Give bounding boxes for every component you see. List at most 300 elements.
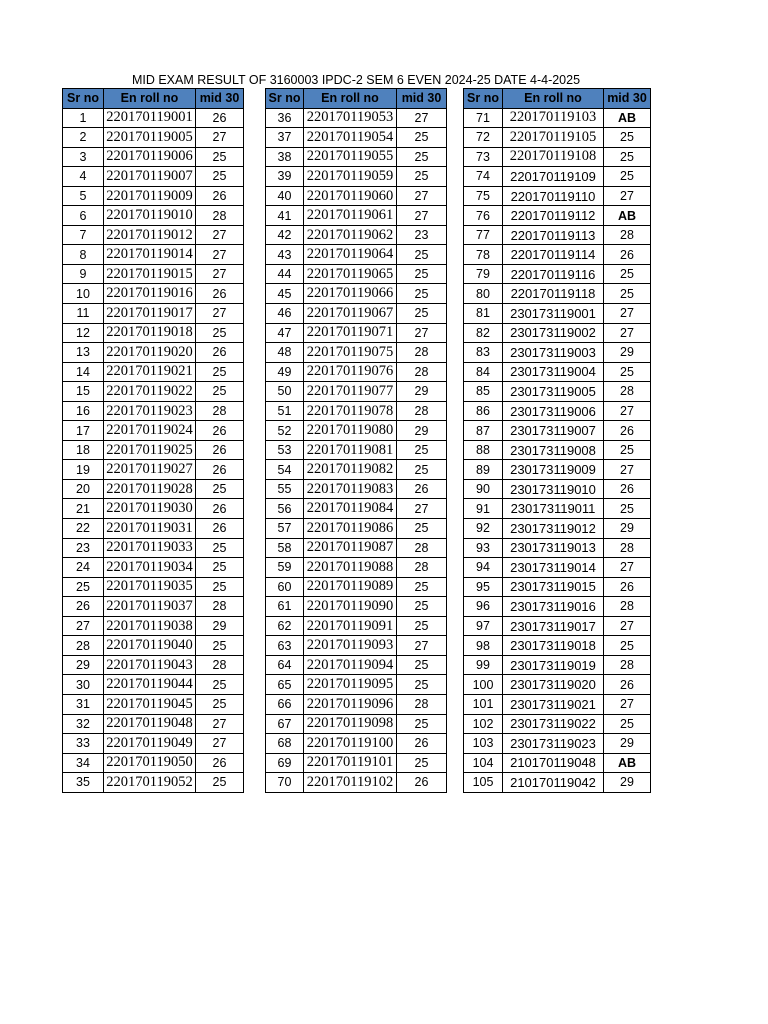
marks-cell: 25 [604, 167, 651, 187]
enroll-no-cell: 220170119034 [104, 558, 196, 578]
enroll-no-cell: 220170119035 [104, 577, 196, 597]
table-row [63, 577, 244, 597]
marks-cell: 27 [604, 616, 651, 636]
sr-no-cell: 82 [464, 323, 503, 343]
enroll-no-cell: 220170119116 [503, 264, 604, 284]
enroll-no-cell: 230173119009 [503, 460, 604, 480]
enroll-no-cell: 220170119081 [304, 440, 397, 460]
header-sr-no: Sr no [464, 89, 503, 109]
marks-cell: 25 [196, 636, 244, 656]
enroll-no-cell: 220170119022 [104, 382, 196, 402]
marks-cell: 25 [397, 284, 447, 304]
enroll-no-cell: 220170119084 [304, 499, 397, 519]
sr-no-cell: 98 [464, 636, 503, 656]
sr-no-cell: 86 [464, 401, 503, 421]
sr-no-cell: 39 [266, 167, 304, 187]
enroll-no-cell: 230173119006 [503, 401, 604, 421]
enroll-no-cell: 220170119101 [304, 753, 397, 773]
table-row [464, 401, 651, 421]
sr-no-cell: 58 [266, 538, 304, 558]
marks-cell: 25 [604, 128, 651, 148]
table-row [266, 264, 447, 284]
enroll-no-cell: 220170119091 [304, 616, 397, 636]
enroll-no-cell: 210170119042 [503, 773, 604, 793]
sr-no-cell: 19 [63, 460, 104, 480]
marks-cell: 25 [196, 382, 244, 402]
marks-cell: 27 [196, 264, 244, 284]
enroll-no-cell: 220170119080 [304, 421, 397, 441]
marks-cell: 25 [196, 323, 244, 343]
table-row [63, 382, 244, 402]
marks-cell: 28 [397, 362, 447, 382]
marks-cell: 27 [604, 401, 651, 421]
table-row [63, 401, 244, 421]
enroll-no-cell: 220170119066 [304, 284, 397, 304]
enroll-no-cell: 230173119018 [503, 636, 604, 656]
marks-cell: 25 [397, 147, 447, 167]
table-row [464, 577, 651, 597]
table-row [266, 479, 447, 499]
enroll-no-cell: 230173119013 [503, 538, 604, 558]
enroll-no-cell: 220170119089 [304, 577, 397, 597]
marks-cell: 27 [604, 323, 651, 343]
marks-cell: 26 [604, 479, 651, 499]
table-row [464, 773, 651, 793]
sr-no-cell: 66 [266, 694, 304, 714]
enroll-no-cell: 220170119023 [104, 401, 196, 421]
sr-no-cell: 44 [266, 264, 304, 284]
sr-no-cell: 54 [266, 460, 304, 480]
table-row [464, 499, 651, 519]
sr-no-cell: 92 [464, 519, 503, 539]
enroll-no-cell: 230173119001 [503, 304, 604, 324]
enroll-no-cell: 220170119053 [304, 108, 397, 128]
table-row [464, 597, 651, 617]
marks-cell: 25 [196, 538, 244, 558]
enroll-no-cell: 220170119061 [304, 206, 397, 226]
table-row [63, 304, 244, 324]
marks-cell: 26 [196, 499, 244, 519]
sr-no-cell: 6 [63, 206, 104, 226]
sr-no-cell: 83 [464, 343, 503, 363]
enroll-no-cell: 220170119010 [104, 206, 196, 226]
enroll-no-cell: 230173119019 [503, 655, 604, 675]
enroll-no-cell: 220170119055 [304, 147, 397, 167]
table-row [266, 323, 447, 343]
sr-no-cell: 81 [464, 304, 503, 324]
enroll-no-cell: 220170119105 [503, 128, 604, 148]
sr-no-cell: 73 [464, 147, 503, 167]
sr-no-cell: 26 [63, 597, 104, 617]
marks-cell: 25 [196, 773, 244, 793]
marks-cell: 27 [397, 499, 447, 519]
table-row [63, 538, 244, 558]
table-row [266, 401, 447, 421]
enroll-no-cell: 230173119005 [503, 382, 604, 402]
table-row [464, 734, 651, 754]
page-title: MID EXAM RESULT OF 3160003 IPDC-2 SEM 6 EVEN 2024-25 DATE 4-4-2025 [131, 73, 581, 87]
enroll-no-cell: 220170119086 [304, 519, 397, 539]
sr-no-cell: 101 [464, 694, 503, 714]
sr-no-cell: 15 [63, 382, 104, 402]
sr-no-cell: 97 [464, 616, 503, 636]
table-row [63, 245, 244, 265]
table-header-row [63, 89, 244, 109]
enroll-no-cell: 220170119009 [104, 186, 196, 206]
enroll-no-cell: 220170119001 [104, 108, 196, 128]
table-body [266, 108, 447, 792]
enroll-no-cell: 220170119065 [304, 264, 397, 284]
sr-no-cell: 80 [464, 284, 503, 304]
marks-cell: 26 [604, 245, 651, 265]
header-enroll-no: En roll no [503, 89, 604, 109]
sr-no-cell: 40 [266, 186, 304, 206]
sr-no-cell: 33 [63, 734, 104, 754]
sr-no-cell: 8 [63, 245, 104, 265]
enroll-no-cell: 220170119050 [104, 753, 196, 773]
enroll-no-cell: 220170119040 [104, 636, 196, 656]
sr-no-cell: 93 [464, 538, 503, 558]
table-row [266, 382, 447, 402]
marks-cell: 28 [604, 382, 651, 402]
marks-cell: 29 [604, 773, 651, 793]
sr-no-cell: 87 [464, 421, 503, 441]
marks-cell: AB [604, 206, 651, 226]
table-row [266, 597, 447, 617]
sr-no-cell: 21 [63, 499, 104, 519]
table-row [464, 245, 651, 265]
table-body [464, 108, 651, 792]
sr-no-cell: 100 [464, 675, 503, 695]
marks-cell: 28 [397, 538, 447, 558]
enroll-no-cell: 230173119022 [503, 714, 604, 734]
sr-no-cell: 71 [464, 108, 503, 128]
enroll-no-cell: 220170119075 [304, 343, 397, 363]
table-row [63, 597, 244, 617]
enroll-no-cell: 220170119027 [104, 460, 196, 480]
marks-cell: 28 [397, 401, 447, 421]
marks-cell: 27 [196, 225, 244, 245]
enroll-no-cell: 220170119094 [304, 655, 397, 675]
marks-cell: 25 [397, 675, 447, 695]
marks-cell: 25 [397, 304, 447, 324]
table-row [63, 362, 244, 382]
marks-cell: 26 [196, 519, 244, 539]
sr-no-cell: 53 [266, 440, 304, 460]
sr-no-cell: 7 [63, 225, 104, 245]
marks-cell: 25 [397, 753, 447, 773]
sr-no-cell: 74 [464, 167, 503, 187]
table-row [63, 128, 244, 148]
marks-cell: 25 [196, 362, 244, 382]
table-row [464, 694, 651, 714]
enroll-no-cell: 220170119031 [104, 519, 196, 539]
table-row [63, 734, 244, 754]
sr-no-cell: 57 [266, 519, 304, 539]
table-row [464, 636, 651, 656]
sr-no-cell: 32 [63, 714, 104, 734]
table-row [464, 538, 651, 558]
sr-no-cell: 27 [63, 616, 104, 636]
marks-cell: 28 [196, 206, 244, 226]
enroll-no-cell: 220170119071 [304, 323, 397, 343]
sr-no-cell: 47 [266, 323, 304, 343]
table-row [63, 694, 244, 714]
enroll-no-cell: 220170119103 [503, 108, 604, 128]
table-row [266, 147, 447, 167]
marks-cell: 25 [196, 577, 244, 597]
table-row [464, 264, 651, 284]
table-row [266, 773, 447, 793]
marks-cell: 25 [397, 167, 447, 187]
sr-no-cell: 96 [464, 597, 503, 617]
table-row [63, 714, 244, 734]
table-row [464, 186, 651, 206]
table-row [266, 499, 447, 519]
sr-no-cell: 88 [464, 440, 503, 460]
enroll-no-cell: 220170119088 [304, 558, 397, 578]
table-row [266, 362, 447, 382]
sr-no-cell: 62 [266, 616, 304, 636]
enroll-no-cell: 220170119076 [304, 362, 397, 382]
enroll-no-cell: 220170119087 [304, 538, 397, 558]
marks-cell: 29 [196, 616, 244, 636]
sr-no-cell: 22 [63, 519, 104, 539]
marks-cell: 27 [604, 186, 651, 206]
enroll-no-cell: 220170119038 [104, 616, 196, 636]
enroll-no-cell: 220170119090 [304, 597, 397, 617]
marks-cell: 25 [196, 479, 244, 499]
sr-no-cell: 38 [266, 147, 304, 167]
enroll-no-cell: 220170119049 [104, 734, 196, 754]
table-row [266, 538, 447, 558]
marks-cell: 25 [397, 597, 447, 617]
enroll-no-cell: 220170119024 [104, 421, 196, 441]
header-sr-no: Sr no [63, 89, 104, 109]
table-row [266, 734, 447, 754]
enroll-no-cell: 220170119064 [304, 245, 397, 265]
enroll-no-cell: 210170119048 [503, 753, 604, 773]
marks-cell: 27 [196, 304, 244, 324]
marks-cell: 25 [604, 440, 651, 460]
table-row [63, 186, 244, 206]
marks-cell: 28 [397, 694, 447, 714]
header-mid-30: mid 30 [196, 89, 244, 109]
enroll-no-cell: 220170119108 [503, 147, 604, 167]
sr-no-cell: 79 [464, 264, 503, 284]
table-row [464, 343, 651, 363]
table-row [63, 479, 244, 499]
marks-cell: 27 [196, 245, 244, 265]
enroll-no-cell: 220170119096 [304, 694, 397, 714]
table-row [63, 147, 244, 167]
marks-cell: 25 [604, 264, 651, 284]
table-row [266, 108, 447, 128]
sr-no-cell: 65 [266, 675, 304, 695]
sr-no-cell: 4 [63, 167, 104, 187]
enroll-no-cell: 220170119109 [503, 167, 604, 187]
marks-cell: 26 [604, 577, 651, 597]
sr-no-cell: 76 [464, 206, 503, 226]
enroll-no-cell: 220170119048 [104, 714, 196, 734]
enroll-no-cell: 220170119044 [104, 675, 196, 695]
enroll-no-cell: 220170119054 [304, 128, 397, 148]
table-row [464, 421, 651, 441]
enroll-no-cell: 220170119037 [104, 597, 196, 617]
sr-no-cell: 37 [266, 128, 304, 148]
result-table-1 [62, 88, 244, 793]
marks-cell: 28 [604, 538, 651, 558]
table-row [266, 655, 447, 675]
table-row [266, 245, 447, 265]
marks-cell: 26 [604, 675, 651, 695]
enroll-no-cell: 220170119020 [104, 343, 196, 363]
marks-cell: 27 [397, 323, 447, 343]
marks-cell: 26 [196, 753, 244, 773]
enroll-no-cell: 220170119098 [304, 714, 397, 734]
table-row [464, 675, 651, 695]
marks-cell: 25 [604, 147, 651, 167]
enroll-no-cell: 220170119021 [104, 362, 196, 382]
enroll-no-cell: 230173119004 [503, 362, 604, 382]
header-sr-no: Sr no [266, 89, 304, 109]
marks-cell: 27 [196, 714, 244, 734]
table-row [63, 421, 244, 441]
table-row [63, 284, 244, 304]
marks-cell: 25 [397, 714, 447, 734]
enroll-no-cell: 230173119015 [503, 577, 604, 597]
enroll-no-cell: 220170119030 [104, 499, 196, 519]
enroll-no-cell: 230173119020 [503, 675, 604, 695]
sr-no-cell: 30 [63, 675, 104, 695]
enroll-no-cell: 220170119016 [104, 284, 196, 304]
marks-cell: 25 [397, 577, 447, 597]
table-row [464, 362, 651, 382]
sr-no-cell: 55 [266, 479, 304, 499]
table-row [63, 519, 244, 539]
marks-cell: 25 [604, 284, 651, 304]
table-row [63, 264, 244, 284]
enroll-no-cell: 220170119014 [104, 245, 196, 265]
result-table-3 [463, 88, 651, 793]
enroll-no-cell: 220170119082 [304, 460, 397, 480]
marks-cell: 25 [196, 558, 244, 578]
table-row [63, 753, 244, 773]
sr-no-cell: 89 [464, 460, 503, 480]
table-row [464, 479, 651, 499]
marks-cell: 28 [196, 597, 244, 617]
sr-no-cell: 94 [464, 558, 503, 578]
sr-no-cell: 78 [464, 245, 503, 265]
table-row [63, 616, 244, 636]
enroll-no-cell: 230173119012 [503, 519, 604, 539]
marks-cell: 26 [196, 440, 244, 460]
marks-cell: 25 [397, 264, 447, 284]
sr-no-cell: 70 [266, 773, 304, 793]
sr-no-cell: 64 [266, 655, 304, 675]
table-row [266, 616, 447, 636]
sr-no-cell: 103 [464, 734, 503, 754]
table-row [63, 108, 244, 128]
table-row [464, 460, 651, 480]
marks-cell: 25 [196, 167, 244, 187]
sr-no-cell: 5 [63, 186, 104, 206]
table-row [63, 558, 244, 578]
header-enroll-no: En roll no [104, 89, 196, 109]
table-row [266, 128, 447, 148]
enroll-no-cell: 230173119002 [503, 323, 604, 343]
enroll-no-cell: 220170119015 [104, 264, 196, 284]
enroll-no-cell: 220170119025 [104, 440, 196, 460]
sr-no-cell: 84 [464, 362, 503, 382]
marks-cell: 23 [397, 225, 447, 245]
marks-cell: 27 [604, 694, 651, 714]
table-row [464, 440, 651, 460]
sr-no-cell: 46 [266, 304, 304, 324]
table-row [266, 421, 447, 441]
table-row [63, 773, 244, 793]
sr-no-cell: 29 [63, 655, 104, 675]
enroll-no-cell: 220170119067 [304, 304, 397, 324]
table-row [464, 128, 651, 148]
enroll-no-cell: 230173119003 [503, 343, 604, 363]
sr-no-cell: 11 [63, 304, 104, 324]
marks-cell: 26 [196, 284, 244, 304]
table-row [63, 225, 244, 245]
sr-no-cell: 56 [266, 499, 304, 519]
sr-no-cell: 16 [63, 401, 104, 421]
table-row [266, 186, 447, 206]
enroll-no-cell: 230173119010 [503, 479, 604, 499]
table-row [464, 519, 651, 539]
marks-cell: 25 [397, 460, 447, 480]
header-enroll-no: En roll no [304, 89, 397, 109]
marks-cell: 27 [397, 206, 447, 226]
table-row [464, 655, 651, 675]
marks-cell: 26 [196, 460, 244, 480]
enroll-no-cell: 220170119110 [503, 186, 604, 206]
enroll-no-cell: 230173119023 [503, 734, 604, 754]
sr-no-cell: 2 [63, 128, 104, 148]
sr-no-cell: 95 [464, 577, 503, 597]
marks-cell: 29 [397, 421, 447, 441]
enroll-no-cell: 220170119093 [304, 636, 397, 656]
sr-no-cell: 61 [266, 597, 304, 617]
sr-no-cell: 75 [464, 186, 503, 206]
sr-no-cell: 72 [464, 128, 503, 148]
header-mid-30: mid 30 [604, 89, 651, 109]
sr-no-cell: 45 [266, 284, 304, 304]
sr-no-cell: 51 [266, 401, 304, 421]
marks-cell: 26 [604, 421, 651, 441]
sr-no-cell: 69 [266, 753, 304, 773]
marks-cell: 28 [397, 558, 447, 578]
marks-cell: 28 [604, 225, 651, 245]
enroll-no-cell: 220170119113 [503, 225, 604, 245]
marks-cell: 25 [397, 128, 447, 148]
sr-no-cell: 52 [266, 421, 304, 441]
table-row [464, 323, 651, 343]
table-row [464, 616, 651, 636]
enroll-no-cell: 230173119021 [503, 694, 604, 714]
sr-no-cell: 36 [266, 108, 304, 128]
enroll-no-cell: 220170119060 [304, 186, 397, 206]
enroll-no-cell: 230173119007 [503, 421, 604, 441]
table-row [266, 440, 447, 460]
table-row [266, 284, 447, 304]
sr-no-cell: 14 [63, 362, 104, 382]
marks-cell: 25 [397, 245, 447, 265]
